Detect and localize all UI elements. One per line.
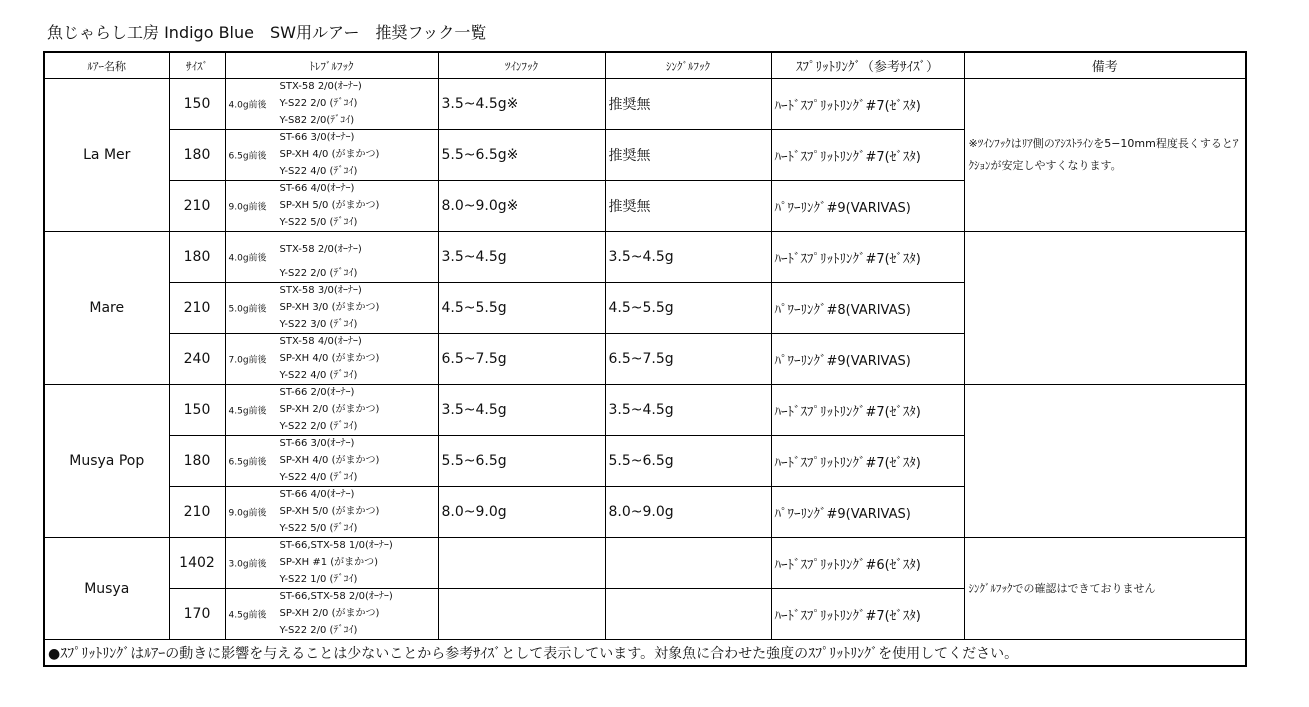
lure-name-cell: La Mer — [44, 79, 169, 232]
single-hook-cell: 推奨無 — [605, 130, 771, 181]
twin-hook-cell: 3.5~4.5g — [438, 232, 605, 283]
treble-hook-item: ST-66 4/0(ｵｰﾅｰ) — [279, 183, 355, 194]
split-ring-cell: ﾊｰﾄﾞｽﾌﾟﾘｯﾄﾘﾝｸﾞ#7(ｾﾞｽﾀ) — [771, 436, 964, 487]
split-ring-cell: ﾊｰﾄﾞｽﾌﾟﾘｯﾄﾘﾝｸﾞ#7(ｾﾞｽﾀ) — [771, 79, 964, 130]
lure-weight: 9.0g前後 — [228, 508, 267, 519]
header-split-ring: ｽﾌﾟﾘｯﾄﾘﾝｸﾞ（参考ｻｲｽﾞ） — [771, 52, 964, 79]
treble-hook-list — [280, 385, 380, 435]
treble-hook-item: SP-XH 4/0 (がまかつ) — [279, 149, 380, 160]
size-cell: 210 — [169, 283, 225, 334]
treble-hook-list — [280, 130, 380, 180]
treble-hook-list — [280, 334, 380, 384]
treble-hook-item: SP-XH 3/0 (がまかつ) — [279, 302, 380, 313]
treble-hook-item: Y-S22 5/0 (ﾃﾞｺｲ) — [279, 217, 358, 228]
table-row — [44, 385, 1246, 436]
lure-weight: 6.5g前後 — [228, 151, 267, 162]
treble-hook-item: Y-S22 2/0 (ﾃﾞｺｲ) — [279, 625, 358, 636]
lure-name-cell: Musya — [44, 538, 169, 640]
single-hook-cell: 4.5~5.5g — [605, 283, 771, 334]
table-row — [44, 538, 1246, 589]
size-cell: 210 — [169, 487, 225, 538]
note-cell — [964, 232, 1246, 385]
twin-hook-cell: 3.5~4.5g※ — [438, 79, 605, 130]
twin-hook-cell: 8.0~9.0g※ — [438, 181, 605, 232]
size-cell: 180 — [169, 436, 225, 487]
twin-hook-cell: 5.5~6.5g※ — [438, 130, 605, 181]
twin-hook-cell: 3.5~4.5g — [438, 385, 605, 436]
single-hook-cell — [605, 589, 771, 640]
split-ring-cell: ﾊｰﾄﾞｽﾌﾟﾘｯﾄﾘﾝｸﾞ#7(ｾﾞｽﾀ) — [771, 589, 964, 640]
size-cell: 150 — [169, 385, 225, 436]
header-size: ｻｲｽﾞ — [169, 52, 225, 79]
treble-hook-cell — [225, 232, 438, 283]
lure-weight: 3.0g前後 — [228, 559, 267, 570]
split-ring-cell: ﾊﾟﾜｰﾘﾝｸﾞ#9(VARIVAS) — [771, 487, 964, 538]
lure-weight: 4.5g前後 — [228, 406, 267, 417]
treble-hook-item: SP-XH 2/0 (がまかつ) — [279, 404, 380, 415]
treble-hook-cell — [225, 79, 438, 130]
treble-hook-cell — [225, 436, 438, 487]
treble-hook-item: Y-S22 4/0 (ﾃﾞｺｲ) — [279, 472, 358, 483]
treble-hook-cell — [225, 385, 438, 436]
split-ring-cell: ﾊｰﾄﾞｽﾌﾟﾘｯﾄﾘﾝｸﾞ#7(ｾﾞｽﾀ) — [771, 232, 964, 283]
size-cell: 170 — [169, 589, 225, 640]
treble-hook-item: Y-S22 2/0 (ﾃﾞｺｲ) — [279, 421, 358, 432]
size-cell: 210 — [169, 181, 225, 232]
twin-hook-cell — [438, 589, 605, 640]
header-row — [44, 52, 1246, 79]
lure-weight: 7.0g前後 — [228, 355, 267, 366]
treble-hook-item: Y-S22 4/0 (ﾃﾞｺｲ) — [279, 166, 358, 177]
twin-hook-cell: 4.5~5.5g — [438, 283, 605, 334]
treble-hook-item: ST-66 3/0(ｵｰﾅｰ) — [279, 438, 355, 449]
hook-table — [43, 51, 1247, 667]
treble-hook-item: Y-S22 1/0 (ﾃﾞｺｲ) — [279, 574, 358, 585]
treble-hook-cell — [225, 130, 438, 181]
lure-weight: 9.0g前後 — [228, 202, 267, 213]
treble-hook-item: STX-58 2/0(ｵｰﾅｰ) — [279, 244, 362, 255]
lure-name-cell: Mare — [44, 232, 169, 385]
treble-hook-list — [280, 538, 393, 588]
header-treble-hook: ﾄﾚﾌﾞﾙﾌｯｸ — [225, 52, 438, 79]
single-hook-cell: 6.5~7.5g — [605, 334, 771, 385]
lure-weight: 4.0g前後 — [228, 253, 267, 264]
treble-hook-item: ST-66 3/0(ｵｰﾅｰ) — [279, 132, 355, 143]
single-hook-cell: 8.0~9.0g — [605, 487, 771, 538]
treble-hook-item: SP-XH #1 (がまかつ) — [279, 557, 379, 568]
treble-hook-item: STX-58 3/0(ｵｰﾅｰ) — [279, 285, 362, 296]
size-cell: 180 — [169, 232, 225, 283]
header-lure-name: ﾙｱｰ名称 — [44, 52, 169, 79]
single-hook-cell: 5.5~6.5g — [605, 436, 771, 487]
treble-hook-item: SP-XH 5/0 (がまかつ) — [279, 506, 380, 517]
size-cell: 180 — [169, 130, 225, 181]
single-hook-cell — [605, 538, 771, 589]
lure-weight: 6.5g前後 — [228, 457, 267, 468]
single-hook-cell: 3.5~4.5g — [605, 385, 771, 436]
treble-hook-cell — [225, 283, 438, 334]
note-cell: ｼﾝｸﾞﾙﾌｯｸでの確認はできておりません — [964, 538, 1246, 640]
table-row — [44, 232, 1246, 283]
treble-hook-item: ST-66 2/0(ｵｰﾅｰ) — [279, 387, 355, 398]
lure-weight: 4.0g前後 — [228, 100, 267, 111]
note-cell: ※ﾂｲﾝﾌｯｸはﾘｱ側のｱｼｽﾄﾗｲﾝを5−10mm程度長くするとｱｸｼｮﾝが安定しやすくなります。 — [964, 79, 1246, 232]
header-twin-hook: ﾂｲﾝﾌｯｸ — [438, 52, 605, 79]
size-cell: 240 — [169, 334, 225, 385]
lure-weight: 4.5g前後 — [228, 610, 267, 621]
treble-hook-list — [280, 589, 393, 639]
treble-hook-item: STX-58 2/0(ｵｰﾅｰ) — [279, 81, 362, 92]
twin-hook-cell: 5.5~6.5g — [438, 436, 605, 487]
treble-hook-item: SP-XH 4/0 (がまかつ) — [279, 455, 380, 466]
treble-hook-item: Y-S22 3/0 (ﾃﾞｺｲ) — [279, 319, 358, 330]
single-hook-cell: 3.5~4.5g — [605, 232, 771, 283]
footer-note: ●ｽﾌﾟﾘｯﾄﾘﾝｸﾞはﾙｱｰの動きに影響を与えることは少ないことから参考ｻｲｽﾞとして表示しています。対象魚に合わせた強度のｽﾌﾟﾘｯﾄﾘﾝｸﾞを使用してください。 — [44, 640, 1246, 667]
twin-hook-cell — [438, 538, 605, 589]
treble-hook-list — [280, 181, 380, 231]
split-ring-cell: ﾊﾟﾜｰﾘﾝｸﾞ#8(VARIVAS) — [771, 283, 964, 334]
treble-hook-list — [280, 487, 380, 537]
treble-hook-item: Y-S82 2/0(ﾃﾞｺｲ) — [279, 115, 355, 126]
treble-hook-item: STX-58 4/0(ｵｰﾅｰ) — [279, 336, 362, 347]
treble-hook-cell — [225, 538, 438, 589]
treble-hook-cell — [225, 334, 438, 385]
treble-hook-list — [280, 79, 362, 129]
treble-hook-cell — [225, 589, 438, 640]
treble-hook-cell — [225, 487, 438, 538]
split-ring-cell: ﾊﾟﾜｰﾘﾝｸﾞ#9(VARIVAS) — [771, 334, 964, 385]
page-title: 魚じゃらし工房 Indigo Blue SW用ルアー 推奨フック一覧 — [47, 23, 487, 42]
split-ring-cell: ﾊﾟﾜｰﾘﾝｸﾞ#9(VARIVAS) — [771, 181, 964, 232]
table-row — [44, 79, 1246, 130]
treble-hook-item: ST-66 4/0(ｵｰﾅｰ) — [279, 489, 355, 500]
treble-hook-list — [280, 283, 380, 333]
lure-weight: 5.0g前後 — [228, 304, 267, 315]
treble-hook-item: SP-XH 2/0 (がまかつ) — [279, 608, 380, 619]
treble-hook-item: ST-66,STX-58 1/0(ｵｰﾅｰ) — [279, 540, 393, 551]
twin-hook-cell: 6.5~7.5g — [438, 334, 605, 385]
header-note: 備考 — [964, 52, 1246, 79]
treble-hook-list — [280, 232, 362, 282]
size-cell: 1402 — [169, 538, 225, 589]
lure-name-cell: Musya Pop — [44, 385, 169, 538]
split-ring-cell: ﾊｰﾄﾞｽﾌﾟﾘｯﾄﾘﾝｸﾞ#7(ｾﾞｽﾀ) — [771, 130, 964, 181]
split-ring-cell: ﾊｰﾄﾞｽﾌﾟﾘｯﾄﾘﾝｸﾞ#6(ｾﾞｽﾀ) — [771, 538, 964, 589]
note-cell — [964, 385, 1246, 538]
treble-hook-item: ST-66,STX-58 2/0(ｵｰﾅｰ) — [279, 591, 393, 602]
split-ring-cell: ﾊｰﾄﾞｽﾌﾟﾘｯﾄﾘﾝｸﾞ#7(ｾﾞｽﾀ) — [771, 385, 964, 436]
treble-hook-item: Y-S22 4/0 (ﾃﾞｺｲ) — [279, 370, 358, 381]
twin-hook-cell: 8.0~9.0g — [438, 487, 605, 538]
size-cell: 150 — [169, 79, 225, 130]
treble-hook-list — [280, 436, 380, 486]
treble-hook-item: SP-XH 4/0 (がまかつ) — [279, 353, 380, 364]
header-single-hook: ｼﾝｸﾞﾙﾌｯｸ — [605, 52, 771, 79]
single-hook-cell: 推奨無 — [605, 181, 771, 232]
treble-hook-item: Y-S22 2/0 (ﾃﾞｺｲ) — [279, 268, 358, 279]
treble-hook-cell — [225, 181, 438, 232]
treble-hook-item: Y-S22 2/0 (ﾃﾞｺｲ) — [279, 98, 358, 109]
single-hook-cell: 推奨無 — [605, 79, 771, 130]
footer-row — [44, 640, 1246, 667]
treble-hook-item: SP-XH 5/0 (がまかつ) — [279, 200, 380, 211]
treble-hook-item: Y-S22 5/0 (ﾃﾞｺｲ) — [279, 523, 358, 534]
